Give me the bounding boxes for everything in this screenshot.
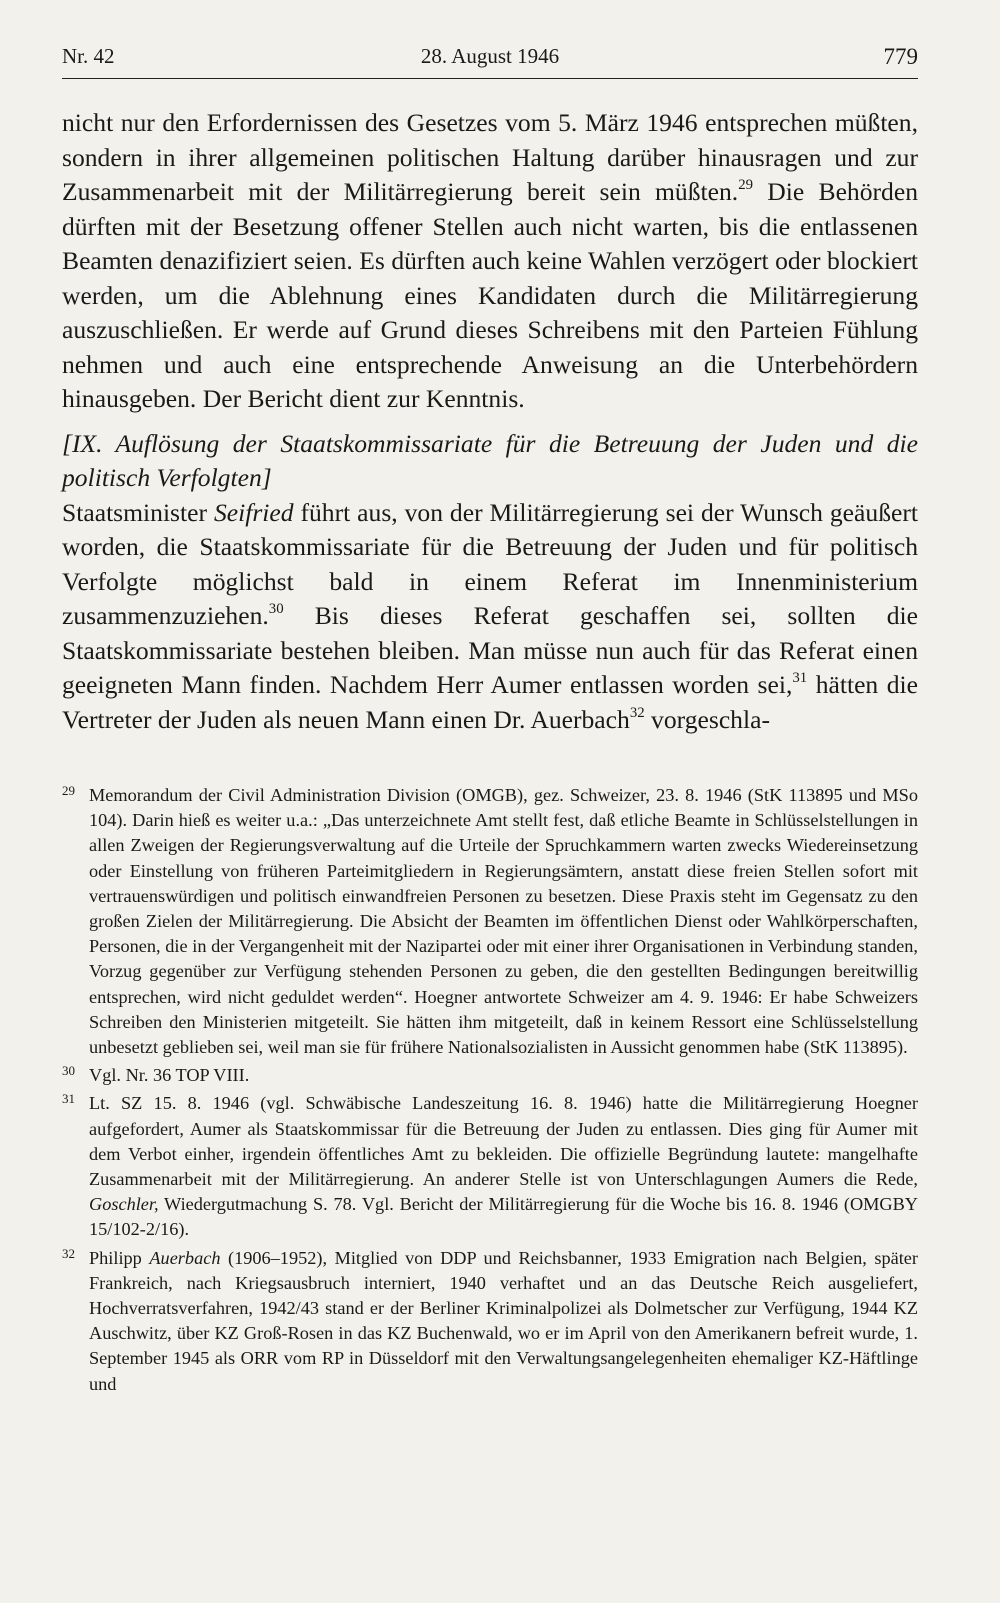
footnote-ref-29[interactable]: 29 xyxy=(738,176,754,193)
footnote-number: 32 xyxy=(62,1245,75,1261)
footnote-number: 29 xyxy=(62,783,75,798)
main-text xyxy=(62,106,918,737)
person-name-auerbach: Auerbach xyxy=(149,1247,221,1268)
footnote-text: Vgl. Nr. 36 TOP VIII. xyxy=(89,1065,250,1086)
paragraph-1 xyxy=(62,106,918,417)
footnote-number: 31 xyxy=(62,1091,75,1107)
footnote-31 xyxy=(62,1091,918,1242)
person-name-seifried: Seifried xyxy=(213,497,294,527)
paragraph-2-text-a: Staatsminister xyxy=(62,497,214,527)
paragraph-2-text-b: führt aus, von der Militärregierung sei der Wunsch geäußert worden, die Staatskommissariate für die Betreuung der Juden und für politisch Verfolgte möglichst bald in einem Referat im Innenministerium zusammenzuziehen. xyxy=(62,497,918,630)
paragraph-2-text-c: Bis dieses Referat geschaffen sei, sollten die Staatskommissariate bestehen bleiben. Man müsse nun auch für das Referat einen geeigneten Mann finden. Nachdem Herr Aumer entlassen worden sei, xyxy=(62,601,918,699)
footnote-text-a: Philipp xyxy=(89,1247,150,1268)
paragraph-2-text-d: hätten die Vertreter der Juden als neuen Mann einen Dr. Auerbach xyxy=(62,670,918,734)
paragraph-2-text-e: vorgeschla- xyxy=(644,704,770,734)
footnote-ref-32[interactable]: 32 xyxy=(629,704,645,721)
footnote-ref-30[interactable]: 30 xyxy=(268,600,284,617)
footnote-29 xyxy=(62,783,918,1060)
author-name-goschler: Goschler, xyxy=(89,1194,159,1215)
footnote-text-b: Wiedergutmachung S. 78. Vgl. Bericht der Militärregierung für die Woche bis 16. 8. 1946 (OMGBY 15/102-2/16). xyxy=(89,1194,918,1240)
footnote-text-a: Lt. SZ 15. 8. 1946 (vgl. Schwäbische Landeszeitung 16. 8. 1946) hatte die Militärregierung Hoegner aufgefordert, Aumer als Staatskommissar für die Betreuung der Juden zu entlassen. Dies ging für Aumer mit dem Verbot einher, irgendein öffentliches Amt zu bekleiden. Die offizielle Begründung lautete: mangelhafte Zusammenarbeit mit der Militärregierung. An anderer Stelle ist von Unterschlagungen Aumers die Rede, xyxy=(89,1093,918,1190)
running-header xyxy=(62,44,918,79)
footnote-number: 30 xyxy=(62,1063,75,1079)
footnote-ref-31[interactable]: 31 xyxy=(792,669,808,686)
footnote-32 xyxy=(62,1246,918,1397)
header-page-number: 779 xyxy=(883,44,918,69)
paragraph-2 xyxy=(62,496,918,738)
footnote-text-b: (1906–1952), Mitglied von DDP und Reichsbanner, 1933 Emigration nach Belgien, später Frankreich, nach Kriegsausbruch interniert, 1940 verhaftet und an das Deutsche Reich ausgeliefert, Hochverratsverfahren, 1942/43 stand er der Berliner Kriminalpolizei als Dolmetscher zur Verfügung, 1944 KZ Auschwitz, über KZ Groß-Rosen in das KZ Buchenwald, wo er im April von den Amerikanern befreit wurde, 1. September 1945 als ORR vom RP in Düsseldorf mit den Verwaltungsangelegenheiten ehemaliger KZ-Häftlinge und xyxy=(89,1247,918,1394)
paragraph-1-text-a: nicht nur den Erfordernissen des Gesetzes vom 5. März 1946 entsprechen müßten, sondern in ihrer allgemeinen politischen Haltung darüber hinausragen und zur Zusammenarbeit mit der Militärregierung bereit sein müßten. xyxy=(62,108,918,206)
section-heading: [IX. Auflösung der Staatskommissariate für die Betreuung der Juden und die politisch Verfolgten] xyxy=(62,428,918,492)
header-date: 28. August 1946 xyxy=(420,44,560,68)
paragraph-1-text-b: Die Behörden dürften mit der Besetzung offener Stellen auch nicht warten, bis die entlassenen Beamten denazifiziert seien. Es dürften auch keine Wahlen verzögert oder blockiert werden, um die Ablehnung eines Kandidaten durch die Militärregierung auszuschließen. Er werde auf Grund dieses Schreibens mit den Parteien Fühlung nehmen und auch eine entsprechende Anweisung an die Unterbehördern hinausgeben. Der Bericht dient zur Kenntnis. xyxy=(62,177,918,413)
footnote-30 xyxy=(62,1063,918,1088)
footnote-text: Memorandum der Civil Administration Division (OMGB), gez. Schweizer, 23. 8. 1946 (StK 113895 und MSo 104). Darin hieß es weiter u.a.: „Das unterzeichnete Amt stellt fest, daß etliche Beamte in Schlüsselstellungen in allen Zweigen der Regierungsverwaltung auf die Urteile der Spruchkammern warten zwecks Wiedereinsetzung oder Einstellung von früheren Parteimitgliedern in Regierungsämtern, anstatt diese freien Stellen sofort mit vertrauenswürdigen und politisch einwandfreien Personen zu besetzen. Diese Praxis steht im Gegensatz zu den großen Zielen der Militärregierung. Die Absicht der Beamten im öffentlichen Dienst oder Wahlkörperschaften, Personen, die in der Vergangenheit mit der Nazipartei oder mit einer ihrer Organisationen in Verbindung standen, Vorzug gegenüber zur Verfügung stehenden Personen zu geben, die den gestellten Bedingungen bereitwillig entsprechen, wird nicht geduldet werden“. Hoegner antwortete Schweizer am 4. 9. 1946: Er habe Schweizers Schreiben den Ministerien mitgeteilt. Sie hätten ihm mitgeteilt, daß in keinem Ressort eine Schlüsselstellung unbesetzt geblieben sei, weil man sie für frühere Nationalsozialisten in Aussicht genommen habe (StK 113895). xyxy=(89,785,918,1058)
footnotes xyxy=(62,783,918,1400)
header-issue-number: Nr. 42 xyxy=(62,44,115,68)
